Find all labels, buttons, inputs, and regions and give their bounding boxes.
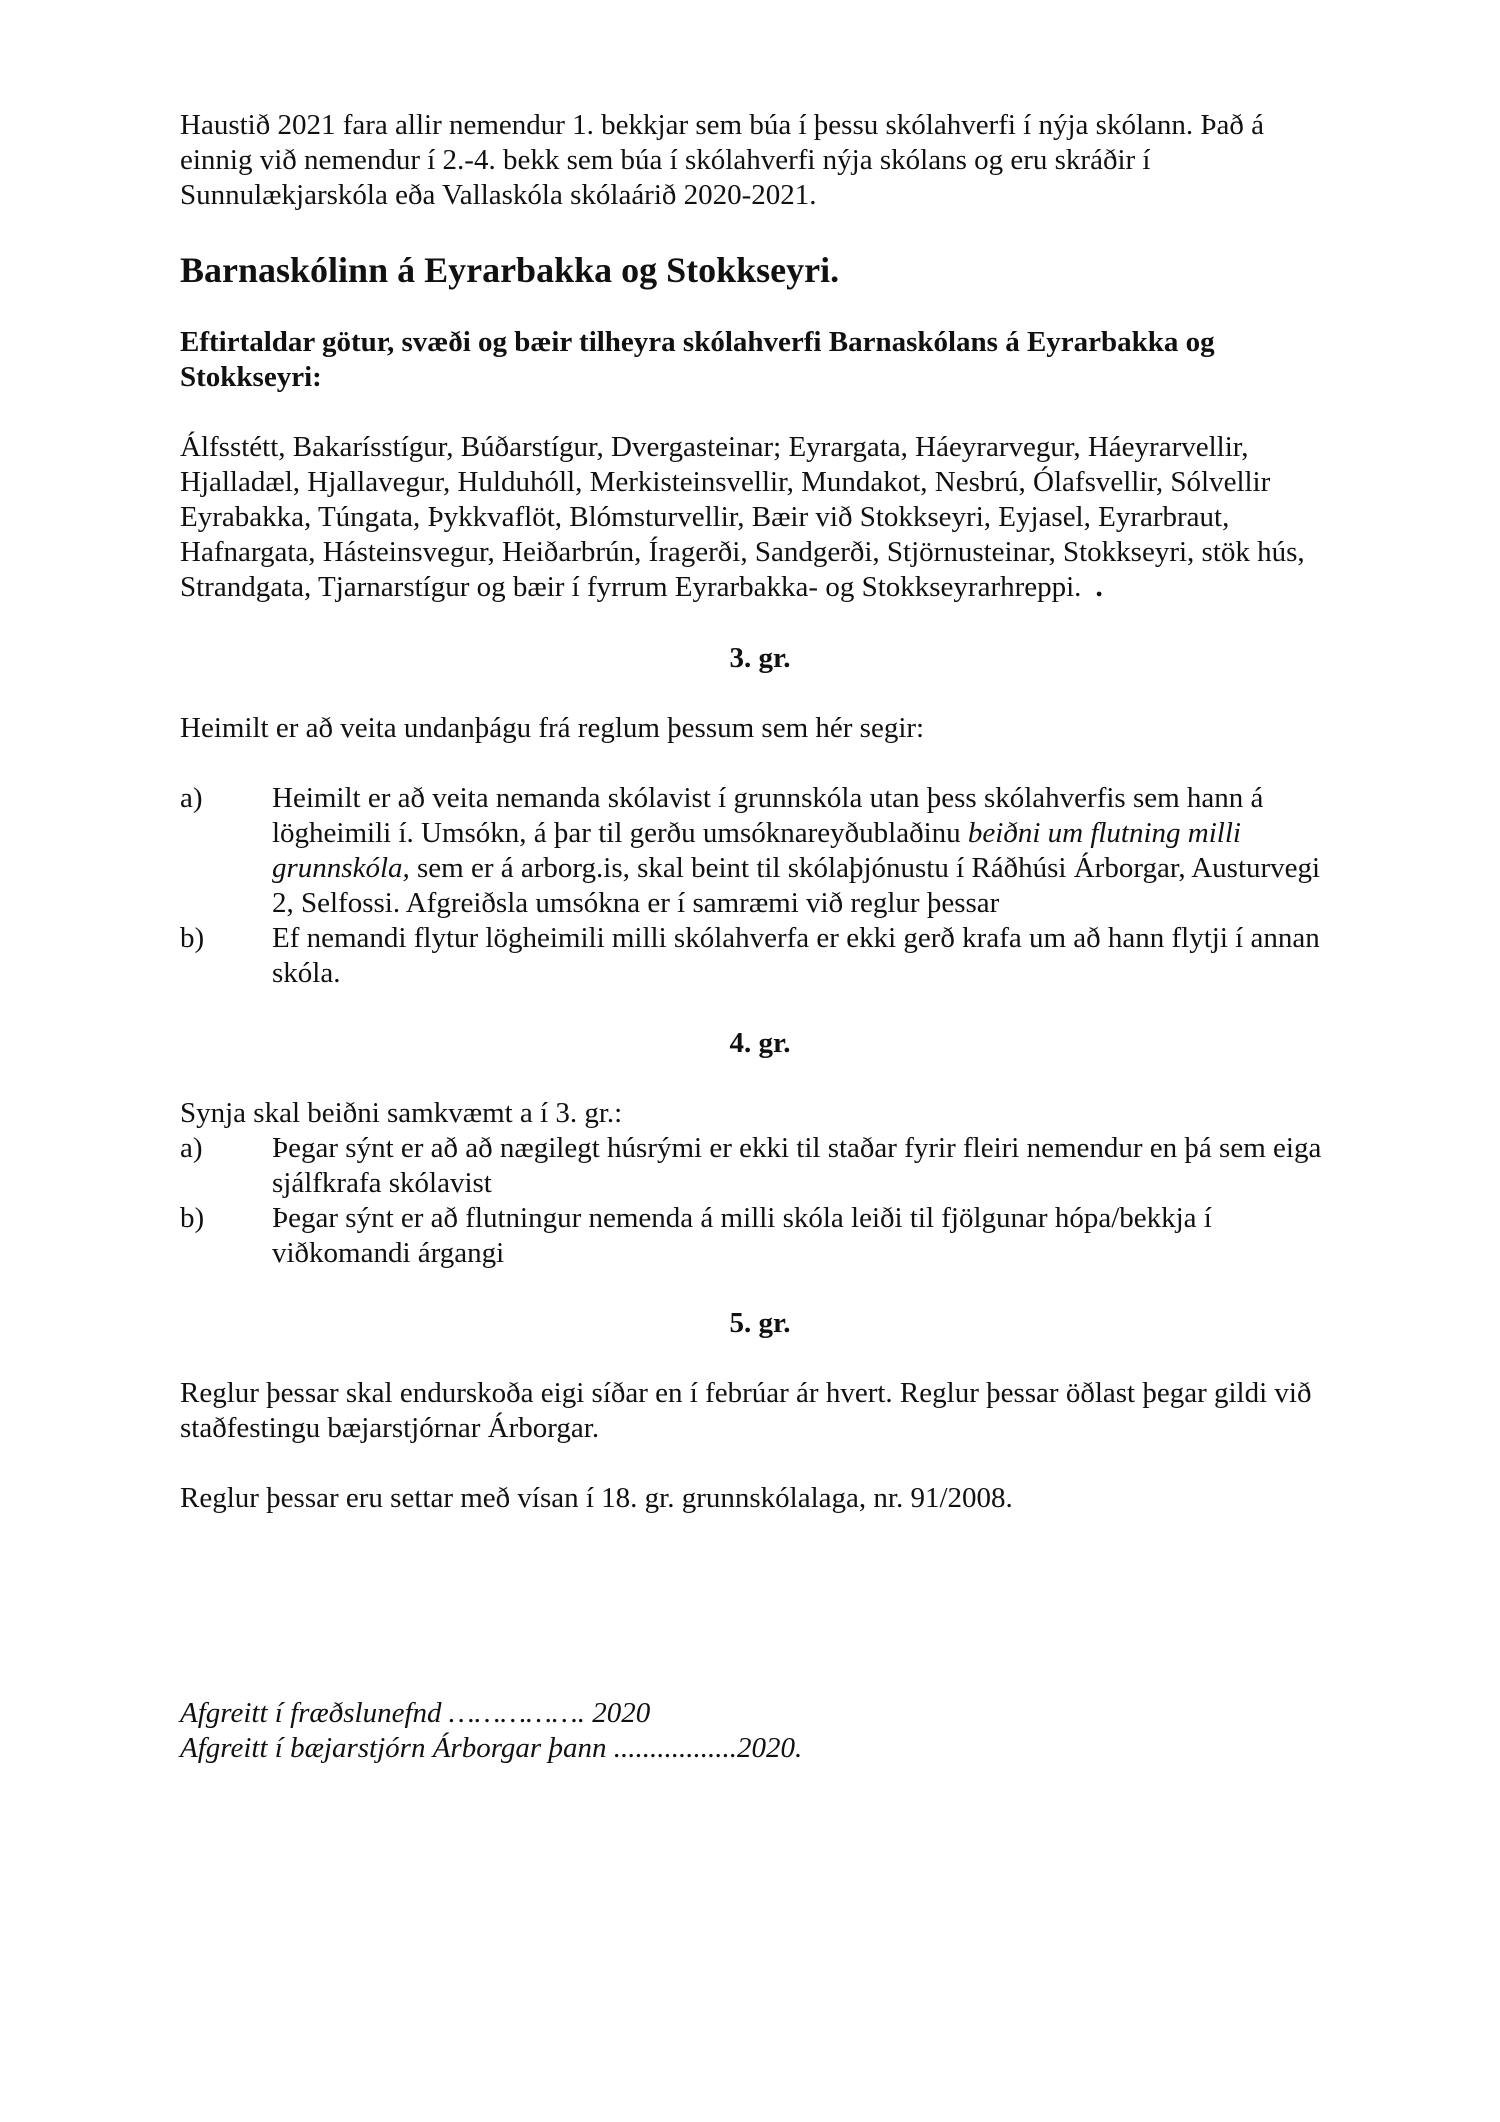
list-item: [180, 1201, 1340, 1271]
article-5-title: 5. gr.: [729, 1307, 791, 1339]
streets-heading: Eftirtaldar götur, svæði og bæir tilheyra skólahverfi Barnaskólans á Eyrarbakka og Stokkseyri:: [180, 326, 1215, 393]
document-page: [180, 108, 1340, 1551]
approval-line-committee: Afgreitt í fræðslunefnd ……………. 2020: [180, 1697, 651, 1729]
list-marker: a): [180, 782, 203, 814]
article-5-paragraph-1: Reglur þessar skal endurskoða eigi síðar en í febrúar ár hvert. Reglur þessar öðlast þegar gildi við staðfestingu bæjarstjórnar Árborgar.: [180, 1377, 1312, 1444]
list-item-text: Ef nemandi flytur lögheimili milli skólahverfa er ekki gerð krafa um að hann flytji í annan skóla.: [272, 922, 1320, 989]
streets-list: Álfsstétt, Bakarísstígur, Búðarstígur, Dvergasteinar; Eyrargata, Háeyrarvegur, Háeyrarvellir, Hjalladæl, Hjallavegur, Hulduhóll, Merkisteinsvellir, Mundakot, Nesbrú, Ólafsvellir, Sólvellir Eyrabakka, Túngata, Þykkvaflöt, Blómsturvellir, Bæir við Stokkseyri, Eyjasel, Eyrarbraut, Hafnargata, Hásteinsvegur, Heiðarbrún, Íragerði, Sandgerði, Stjörnusteinar, Stokkseyri, stök hús, Strandgata, Tjarnarstígur og bæir í fyrrum Eyrarbakka- og Stokkseyrarhreppi.: [180, 431, 1305, 603]
streets-trailing-mark: .: [1095, 571, 1103, 603]
article-3-list: [180, 781, 1340, 991]
streets-paragraph: [180, 430, 1340, 605]
list-item: [180, 781, 1340, 921]
article-4-intro: Synja skal beiðni samkvæmt a í 3. gr.:: [180, 1097, 623, 1129]
intro-paragraph: Haustið 2021 fara allir nemendur 1. bekkjar sem búa í þessu skólahverfi í nýja skólann. Það á einnig við nemendur í 2.-4. bekk sem búa í skólahverfi nýja skólans og eru skráðir í Sunnulækjarskóla eða Vallaskóla skólaárið 2020-2021.: [180, 109, 1265, 211]
list-item-text-part: sem er á arborg.is, skal beint til skólaþjónustu í Ráðhúsi Árborgar, Austurvegi 2, Selfossi. Afgreiðsla umsókna er í samræmi við reglur þessar: [272, 852, 1321, 919]
approval-line-council: Afgreitt í bæjarstjórn Árborgar þann .................2020.: [180, 1732, 803, 1764]
list-item-text: Þegar sýnt er að að nægilegt húsrými er ekki til staðar fyrir fleiri nemendur en þá sem eiga sjálfkrafa skólavist: [272, 1132, 1322, 1199]
list-marker: a): [180, 1132, 203, 1164]
approval-block: [180, 1696, 802, 1766]
article-3-intro: Heimilt er að veita undanþágu frá reglum þessum sem hér segir:: [180, 712, 925, 744]
list-item: [180, 1131, 1340, 1201]
article-3-title: 3. gr.: [729, 642, 791, 674]
list-item-text-part: Heimilt er að veita nemanda skólavist í grunnskóla utan þess skólahverfis sem hann á lögheimili í. Umsókn, á þar til gerðu umsóknareyðublaðinu: [272, 782, 1264, 849]
list-marker: b): [180, 922, 205, 954]
school-heading: Barnaskólinn á Eyrarbakka og Stokkseyri.: [180, 250, 840, 290]
list-item-text: [272, 781, 1340, 921]
list-marker: b): [180, 1202, 205, 1234]
form-name-italic: beiðni um flutning milli grunnskóla,: [272, 817, 1241, 884]
list-item: [180, 921, 1340, 991]
list-item-text: Þegar sýnt er að flutningur nemenda á milli skóla leiði til fjölgunar hópa/bekkja í viðkomandi árgangi: [272, 1202, 1212, 1269]
article-4-title: 4. gr.: [729, 1027, 791, 1059]
article-5-paragraph-2: Reglur þessar eru settar með vísan í 18. gr. grunnskólalaga, nr. 91/2008.: [180, 1482, 1013, 1514]
article-4-list: [180, 1131, 1340, 1271]
